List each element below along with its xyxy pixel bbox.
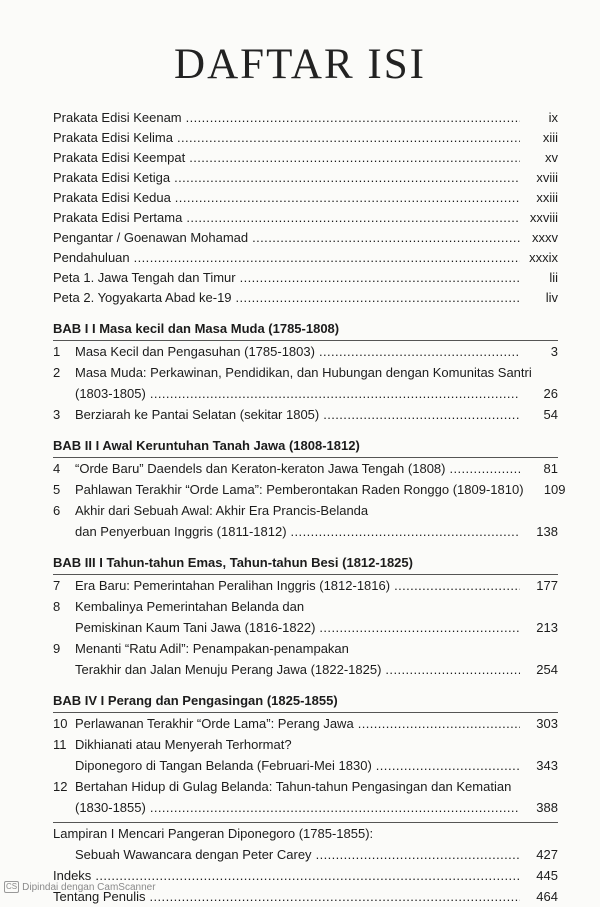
entry-number: 4 bbox=[53, 461, 61, 476]
page-number: 254 bbox=[536, 662, 558, 677]
dot-leader bbox=[291, 521, 520, 542]
toc-entry bbox=[53, 404, 558, 425]
dot-leader bbox=[150, 886, 520, 907]
dot-leader bbox=[323, 404, 520, 425]
entry-number: 6 bbox=[53, 503, 61, 518]
page-number: 427 bbox=[536, 847, 558, 862]
toc-entry bbox=[53, 844, 558, 865]
dot-leader bbox=[186, 108, 520, 128]
entry-title: Masa Kecil dan Pengasuhan (1785-1803) bbox=[75, 344, 315, 359]
toc-entry bbox=[53, 168, 558, 188]
page-number: 109 bbox=[543, 482, 566, 497]
page-number: xxxix bbox=[529, 250, 558, 265]
toc-entry bbox=[53, 362, 558, 383]
toc-entry bbox=[53, 208, 558, 228]
entry-title: Menanti “Ratu Adil”: Penampakan-penampakan bbox=[75, 641, 349, 656]
dot-leader bbox=[376, 755, 520, 776]
toc-entry bbox=[53, 288, 558, 308]
page-number: lii bbox=[549, 270, 558, 285]
chapter-heading: BAB IV I Perang dan Pengasingan (1825-1855) bbox=[53, 693, 338, 708]
dot-leader bbox=[449, 458, 520, 479]
toc-entry bbox=[53, 659, 558, 680]
dot-leader bbox=[95, 865, 520, 886]
front-matter-list bbox=[53, 108, 558, 308]
dot-leader bbox=[316, 844, 520, 865]
entry-title: Sebuah Wawancara dengan Peter Carey bbox=[75, 847, 312, 862]
entry-title: Masa Muda: Perkawinan, Pendidikan, dan Hubungan dengan Komunitas Santri bbox=[75, 365, 532, 380]
page-number: xxiii bbox=[536, 190, 558, 205]
toc-entry bbox=[53, 823, 558, 844]
entry-title: Pemiskinan Kaum Tani Jawa (1816-1822) bbox=[75, 620, 316, 635]
chapter-sections bbox=[53, 318, 566, 818]
page-number: ix bbox=[548, 110, 558, 125]
toc-entry bbox=[53, 617, 558, 638]
toc-entry bbox=[53, 755, 558, 776]
toc-entry bbox=[53, 341, 558, 362]
entry-number: 10 bbox=[53, 716, 68, 731]
toc-entry bbox=[53, 248, 558, 268]
page-number: 303 bbox=[536, 716, 558, 731]
page-number: 343 bbox=[536, 758, 558, 773]
entry-number: 5 bbox=[53, 482, 61, 497]
toc-entry bbox=[53, 713, 558, 734]
dot-leader bbox=[150, 383, 520, 404]
toc-entry bbox=[53, 128, 558, 148]
dot-leader bbox=[319, 617, 520, 638]
entry-title: Prakata Edisi Keempat bbox=[53, 150, 186, 165]
toc-entry bbox=[53, 500, 558, 521]
toc-entry bbox=[53, 638, 558, 659]
chapter-heading: BAB II I Awal Keruntuhan Tanah Jawa (1808-1812) bbox=[53, 438, 360, 453]
page-title: DAFTAR ISI bbox=[174, 41, 426, 88]
page-number: xxxv bbox=[532, 230, 558, 245]
entry-title: “Orde Baru” Daendels dan Keraton-keraton Jawa Tengah (1808) bbox=[75, 461, 446, 476]
dot-leader bbox=[134, 248, 520, 268]
toc-entry bbox=[53, 108, 558, 128]
dot-leader bbox=[189, 148, 520, 168]
entry-number: 3 bbox=[53, 407, 61, 422]
toc-entry bbox=[53, 458, 558, 479]
entry-title: Berziarah ke Pantai Selatan (sekitar 1805) bbox=[75, 407, 320, 422]
page-number: 138 bbox=[536, 524, 558, 539]
scanner-text: Dipindai dengan CamScanner bbox=[22, 881, 156, 893]
entry-number: 8 bbox=[53, 599, 61, 614]
dot-leader bbox=[150, 797, 520, 818]
entry-title: Terakhir dan Jalan Menuju Perang Jawa (1822-1825) bbox=[75, 662, 382, 677]
toc-entry bbox=[53, 228, 558, 248]
entry-title: Diponegoro di Tangan Belanda (Februari-Mei 1830) bbox=[75, 758, 372, 773]
entry-number: 12 bbox=[53, 779, 68, 794]
toc-entry bbox=[53, 479, 566, 500]
entry-number: 9 bbox=[53, 641, 61, 656]
entry-number: 2 bbox=[53, 365, 61, 380]
page-number: 445 bbox=[536, 868, 558, 883]
entry-title: Akhir dari Sebuah Awal: Akhir Era Prancis-Belanda bbox=[75, 503, 369, 518]
dot-leader bbox=[177, 128, 520, 148]
entry-title: Pengantar / Goenawan Mohamad bbox=[53, 230, 249, 245]
entry-number: 11 bbox=[53, 737, 67, 752]
page-number: 464 bbox=[536, 889, 558, 904]
toc-entry bbox=[53, 188, 558, 208]
toc-entry bbox=[53, 797, 558, 818]
page-number: 3 bbox=[550, 344, 558, 359]
toc-entry bbox=[53, 734, 558, 755]
entry-title: (1803-1805) bbox=[75, 386, 146, 401]
toc-entry bbox=[53, 383, 558, 404]
entry-title: Bertahan Hidup di Gulag Belanda: Tahun-tahun Pengasingan dan Kematian bbox=[75, 779, 512, 794]
page-number: 81 bbox=[543, 461, 558, 476]
entry-title: Lampiran I Mencari Pangeran Diponegoro (1785-1855): bbox=[53, 826, 374, 841]
page-number: xiii bbox=[542, 130, 558, 145]
entry-title: Prakata Edisi Kelima bbox=[53, 130, 173, 145]
dot-leader bbox=[236, 288, 520, 308]
dot-leader bbox=[175, 188, 520, 208]
dot-leader bbox=[358, 713, 520, 734]
entry-title: Kembalinya Pemerintahan Belanda dan bbox=[75, 599, 305, 614]
toc-entry bbox=[53, 148, 558, 168]
entry-title: Pahlawan Terakhir “Orde Lama”: Pemberontakan Raden Ronggo (1809-1810) bbox=[75, 482, 524, 497]
entry-title: Peta 2. Yogyakarta Abad ke-19 bbox=[53, 290, 232, 305]
page-number: 26 bbox=[543, 386, 558, 401]
entry-title: Prakata Edisi Kedua bbox=[53, 190, 171, 205]
entry-number: 1 bbox=[53, 344, 61, 359]
entry-number: 7 bbox=[53, 578, 61, 593]
entry-title: Prakata Edisi Ketiga bbox=[53, 170, 171, 185]
page-number: liv bbox=[545, 290, 558, 305]
back-matter-list bbox=[53, 822, 558, 907]
page-number: 388 bbox=[536, 800, 558, 815]
page-number: xviii bbox=[536, 170, 558, 185]
toc-entry bbox=[53, 575, 558, 596]
entry-title: Indeks bbox=[53, 868, 92, 883]
scanner-watermark bbox=[4, 881, 156, 893]
table-of-contents bbox=[53, 108, 566, 907]
entry-title: Pendahuluan bbox=[53, 250, 130, 265]
toc-entry bbox=[53, 776, 558, 797]
toc-entry bbox=[53, 521, 558, 542]
entry-title: Tentang Penulis bbox=[53, 889, 146, 904]
dot-leader bbox=[394, 575, 520, 596]
entry-title: dan Penyerbuan Inggris (1811-1812) bbox=[75, 524, 287, 539]
entry-title: Dikhianati atau Menyerah Terhormat? bbox=[75, 737, 292, 752]
dot-leader bbox=[252, 228, 520, 248]
entry-title: Peta 1. Jawa Tengah dan Timur bbox=[53, 270, 236, 285]
chapter-heading: BAB I I Masa kecil dan Masa Muda (1785-1808) bbox=[53, 321, 340, 336]
dot-leader bbox=[385, 659, 520, 680]
entry-title: Prakata Edisi Keenam bbox=[53, 110, 182, 125]
dot-leader bbox=[240, 268, 520, 288]
toc-entry bbox=[53, 268, 558, 288]
dot-leader bbox=[319, 341, 520, 362]
dot-leader bbox=[174, 168, 520, 188]
page-number: xxviii bbox=[529, 210, 558, 225]
entry-title: (1830-1855) bbox=[75, 800, 146, 815]
page-number: 213 bbox=[536, 620, 558, 635]
entry-title: Perlawanan Terakhir “Orde Lama”: Perang Jawa bbox=[75, 716, 354, 731]
toc-entry bbox=[53, 596, 558, 617]
camscanner-icon: CS bbox=[6, 882, 18, 891]
page-number: 54 bbox=[543, 407, 558, 422]
page-number: 177 bbox=[536, 578, 558, 593]
entry-title: Prakata Edisi Pertama bbox=[53, 210, 183, 225]
page-number: xv bbox=[545, 150, 558, 165]
dot-leader bbox=[186, 208, 520, 228]
entry-title: Era Baru: Pemerintahan Peralihan Inggris (1812-1816) bbox=[75, 578, 391, 593]
chapter-heading: BAB III I Tahun-tahun Emas, Tahun-tahun Besi (1812-1825) bbox=[53, 555, 413, 570]
